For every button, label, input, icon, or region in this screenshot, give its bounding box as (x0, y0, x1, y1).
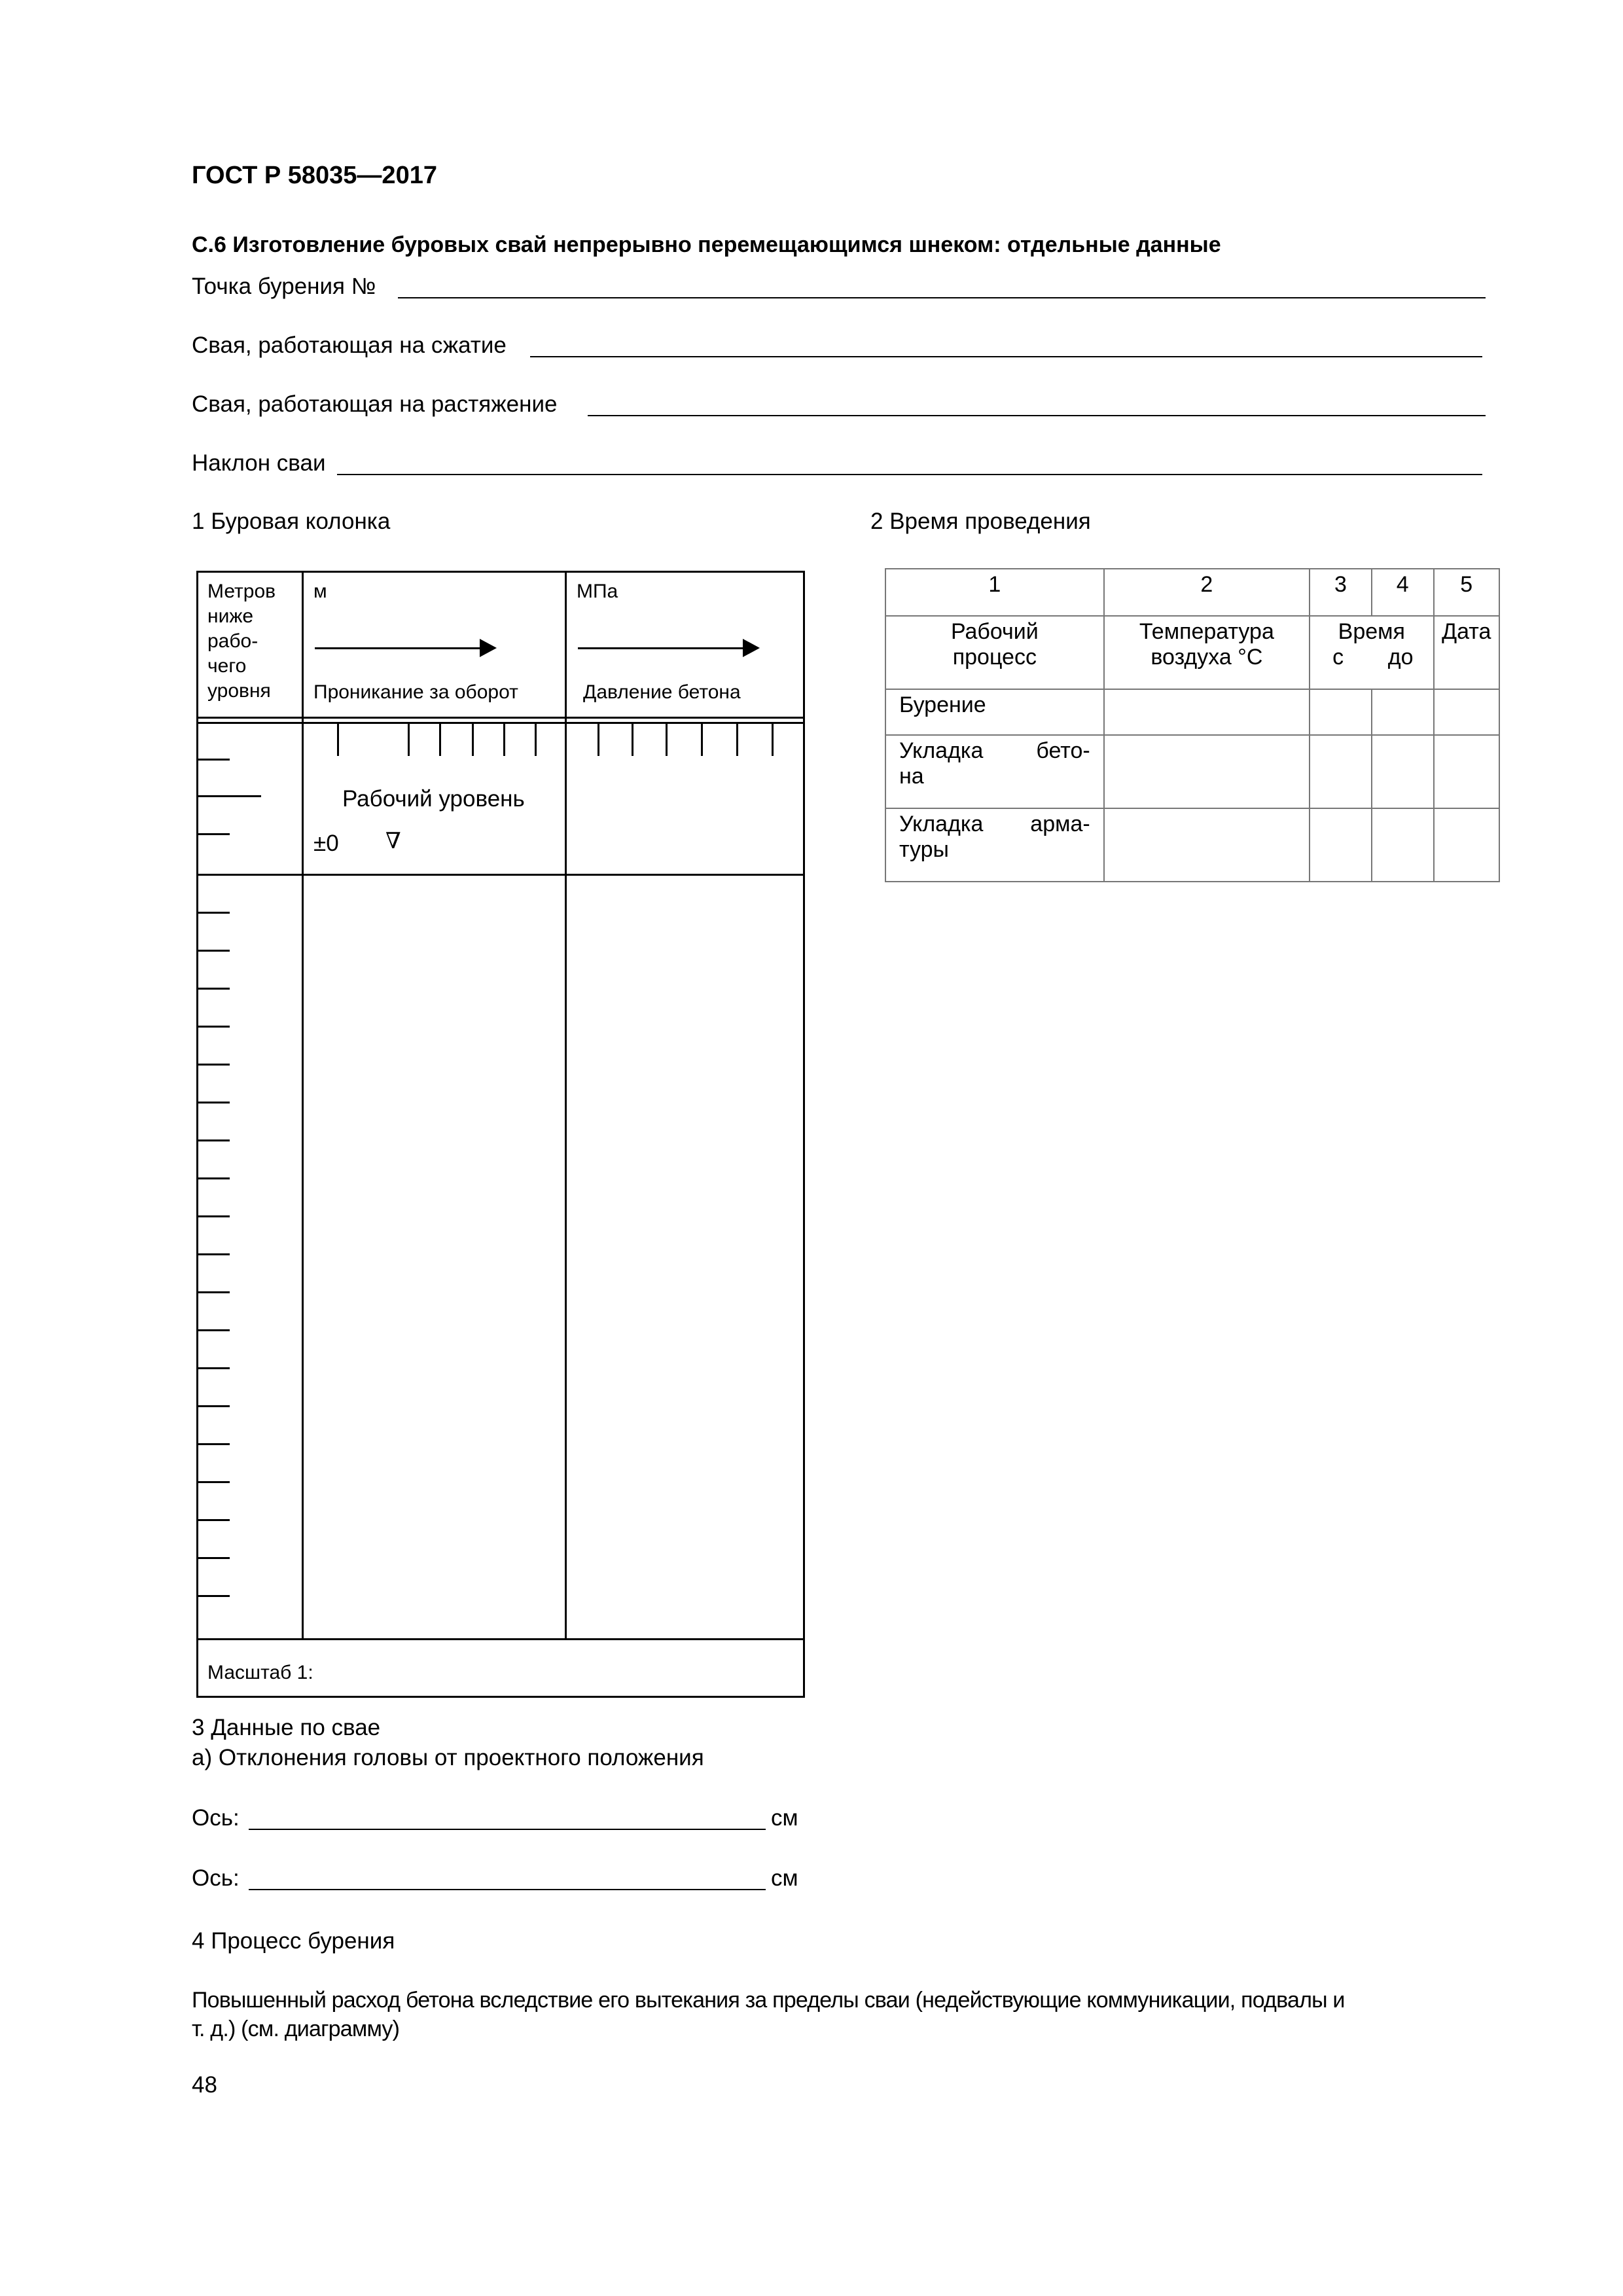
depth-tick (198, 1405, 230, 1407)
scale-tick (772, 722, 774, 756)
depth-tick (198, 1026, 230, 1028)
col-number-4: 4 (1372, 569, 1434, 616)
depth-header (207, 579, 276, 704)
process-cell (885, 735, 1104, 808)
process-header (885, 616, 1104, 689)
drilling-process-heading: 4 Процесс бурения (192, 1928, 395, 1954)
scale-line (198, 1638, 803, 1640)
process-cell-line: на (899, 764, 924, 789)
time-to-cell[interactable] (1372, 689, 1434, 735)
temperature-cell[interactable] (1104, 735, 1310, 808)
page-number: 48 (192, 2072, 217, 2098)
process-cell (885, 808, 1104, 882)
header-line-2 (198, 722, 803, 724)
depth-tick (198, 1443, 230, 1445)
depth-tick (198, 950, 230, 952)
header-line-1 (198, 717, 803, 719)
working-level-label: Рабочий уровень (342, 786, 525, 812)
pile-incline-field[interactable] (337, 474, 1482, 475)
depth-tick (198, 1329, 230, 1331)
level-symbol: ∇ (385, 828, 401, 854)
tension-pile-field[interactable] (588, 415, 1486, 416)
depth-header-line: уровня (207, 680, 271, 702)
depth-tick (198, 759, 230, 761)
temperature-cell[interactable] (1104, 808, 1310, 882)
depth-tick (198, 1177, 230, 1179)
drill-point-field[interactable] (398, 297, 1486, 298)
drilling-process-text (192, 1986, 1491, 2043)
process-cell-line: туры (899, 837, 949, 862)
document-id: ГОСТ Р 58035—2017 (192, 162, 437, 189)
column-divider-1 (302, 573, 304, 1638)
temperature-cell[interactable] (1104, 689, 1310, 735)
scale-label: Масштаб 1: (207, 1662, 313, 1683)
date-cell[interactable] (1434, 808, 1499, 882)
column-divider-2 (565, 573, 567, 1638)
scale-tick (666, 722, 668, 756)
time-header-range (1317, 645, 1426, 670)
table-row (885, 808, 1499, 882)
table-row (885, 569, 1499, 616)
temperature-header-line: Температура (1139, 619, 1274, 644)
depth-tick (198, 912, 230, 914)
pressure-arrow (578, 647, 745, 649)
scale-tick (408, 722, 410, 756)
scale-tick (439, 722, 441, 756)
depth-tick (198, 1519, 230, 1521)
head-deviation-label: а) Отклонения головы от проектного положения (192, 1745, 704, 1770)
depth-tick (198, 1481, 230, 1483)
scale-value-field[interactable] (329, 1679, 526, 1684)
pile-data-heading: 3 Данные по свае (192, 1715, 381, 1740)
zero-mark: ±0 (313, 831, 339, 856)
col-number-2: 2 (1104, 569, 1310, 616)
time-from-cell[interactable] (1310, 808, 1372, 882)
time-to-cell[interactable] (1372, 808, 1434, 882)
depth-tick (198, 1064, 230, 1066)
col-number-3: 3 (1310, 569, 1372, 616)
scale-tick (503, 722, 505, 756)
process-header-line: процесс (952, 645, 1037, 670)
time-section-heading: 2 Время проведения (870, 509, 1091, 534)
depth-tick (198, 1557, 230, 1559)
time-header-label: Время (1338, 619, 1405, 644)
time-to-label: до (1387, 645, 1414, 670)
section-title: С.6 Изготовление буровых свай непрерывно перемещающимся шнеком: отдельные данные (192, 232, 1221, 257)
process-header-line: Рабочий (950, 619, 1039, 644)
time-to-cell[interactable] (1372, 735, 1434, 808)
date-header: Дата (1434, 616, 1499, 689)
date-cell[interactable] (1434, 689, 1499, 735)
scale-tick (701, 722, 703, 756)
scale-tick (535, 722, 537, 756)
depth-tick (198, 1367, 230, 1369)
process-cell: Бурение (885, 689, 1104, 735)
depth-tick (198, 1215, 230, 1217)
axis-unit-1: см (771, 1805, 798, 1831)
drill-column-diagram (196, 571, 805, 1698)
time-from-label: с (1332, 645, 1344, 670)
compression-pile-field[interactable] (530, 356, 1482, 357)
axis-field-2[interactable] (249, 1889, 766, 1890)
penetration-arrowhead (480, 639, 497, 657)
scale-tick (736, 722, 738, 756)
table-row (885, 616, 1499, 689)
pressure-unit: МПа (577, 581, 618, 602)
temperature-header (1104, 616, 1310, 689)
depth-header-line: Метров (207, 581, 276, 602)
drilling-process-line: Повышенный расход бетона вследствие его вытекания за пределы сваи (недействующие коммуникации, подвалы и (192, 1988, 1345, 2013)
drill-column-heading: 1 Буровая колонка (192, 509, 391, 534)
depth-header-line: рабо- (207, 630, 259, 652)
process-cell-line: Укладка бето- (899, 738, 1090, 763)
axis-label-1: Ось: (192, 1805, 240, 1831)
axis-field-1[interactable] (249, 1829, 766, 1830)
pressure-arrowhead (743, 639, 760, 657)
scale-tick (632, 722, 633, 756)
zero-level-tick (198, 795, 261, 797)
penetration-arrow (315, 647, 482, 649)
time-table (885, 568, 1500, 882)
penetration-unit: м (313, 581, 327, 602)
drilling-process-line: т. д.) (см. диаграмму) (192, 2017, 400, 2041)
scale-tick (597, 722, 599, 756)
axis-label-2: Ось: (192, 1865, 240, 1891)
depth-tick (198, 1291, 230, 1293)
table-row (885, 735, 1499, 808)
pile-incline-label: Наклон сваи (192, 450, 326, 476)
time-from-cell[interactable] (1310, 689, 1372, 735)
date-cell[interactable] (1434, 735, 1499, 808)
temperature-header-line: воздуха °C (1150, 645, 1263, 670)
depth-tick (198, 988, 230, 990)
depth-tick (198, 1253, 230, 1255)
scale-tick (337, 722, 339, 756)
depth-header-line: ниже (207, 605, 254, 627)
time-from-cell[interactable] (1310, 735, 1372, 808)
col-number-1: 1 (885, 569, 1104, 616)
tension-pile-label: Свая, работающая на растяжение (192, 391, 558, 417)
depth-tick (198, 1139, 230, 1141)
axis-unit-2: см (771, 1865, 798, 1891)
working-level-line (198, 874, 803, 876)
depth-tick (198, 833, 230, 835)
process-cell-line: Укладка арма- (899, 812, 1090, 836)
pressure-label: Давление бетона (583, 681, 741, 703)
depth-tick (198, 1102, 230, 1103)
col-number-5: 5 (1434, 569, 1499, 616)
depth-tick (198, 1595, 230, 1597)
drill-point-label: Точка бурения № (192, 274, 376, 299)
penetration-label: Проникание за оборот (313, 681, 518, 703)
depth-header-line: чего (207, 655, 247, 677)
scale-tick (472, 722, 474, 756)
table-row (885, 689, 1499, 735)
compression-pile-label: Свая, работающая на сжатие (192, 332, 507, 358)
time-header (1310, 616, 1433, 689)
